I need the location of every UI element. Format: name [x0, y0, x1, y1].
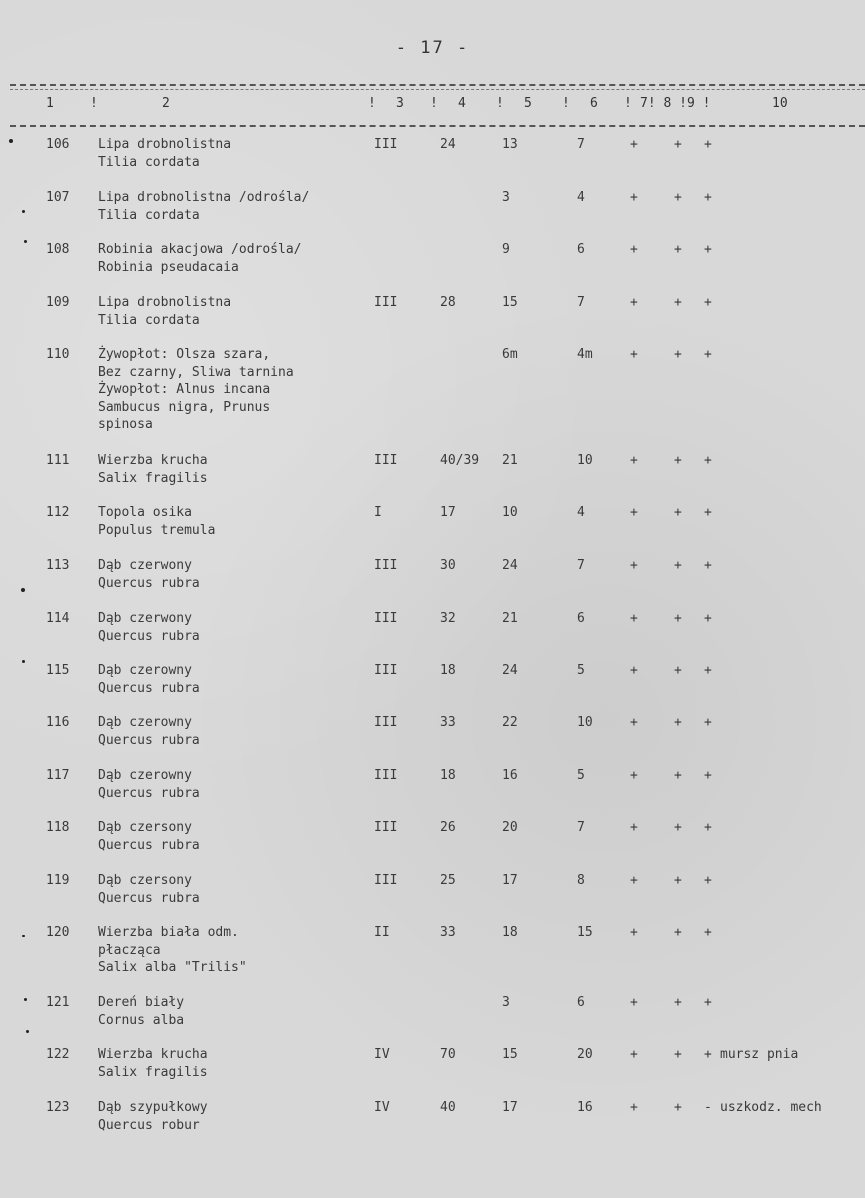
species-name-line: Quercus rubra [98, 732, 200, 748]
header-col-2: 2 [162, 96, 170, 111]
cell-col-6: 4m [577, 347, 593, 362]
cell-col-5: 21 [502, 611, 518, 626]
cell-col-9: - [704, 1100, 712, 1115]
species-name-line: Dąb czersony [98, 820, 192, 835]
species-name-line: Quercus rubra [98, 628, 200, 644]
cell-col-5: 20 [502, 820, 518, 835]
cell-col-5: 10 [502, 505, 518, 520]
species-name-line: Quercus rubra [98, 785, 200, 801]
cell-col-4: 33 [440, 715, 456, 730]
cell-col-5: 17 [502, 873, 518, 888]
species-name-line: Tilia cordata [98, 312, 200, 328]
species-name-line: Robinia pseudacaia [98, 259, 239, 275]
cell-col-7: + [630, 137, 638, 152]
margin-mark [24, 998, 27, 1001]
cell-col-8: + [674, 663, 682, 678]
row-number: 121 [46, 995, 70, 1010]
cell-col-7: + [630, 715, 638, 730]
cell-species-name [98, 767, 398, 802]
cell-col-9: + [704, 1047, 712, 1062]
header-sep: ! [430, 96, 438, 111]
cell-col-5: 15 [502, 1047, 518, 1062]
species-name-line: Sambucus nigra, Prunus [98, 399, 271, 415]
species-name-line: Salix fragilis [98, 1064, 208, 1080]
cell-col-5: 24 [502, 663, 518, 678]
cell-species-name [98, 924, 398, 977]
species-name-line: Dąb czerowny [98, 663, 192, 678]
species-name-line: Quercus rubra [98, 890, 200, 906]
cell-col-7: + [630, 505, 638, 520]
cell-col-6: 8 [577, 873, 585, 888]
cell-col-8: + [674, 505, 682, 520]
margin-mark [9, 139, 13, 143]
cell-col-8: + [674, 1047, 682, 1062]
cell-col-6: 15 [577, 925, 593, 940]
cell-class: III [374, 820, 398, 835]
cell-species-name [98, 557, 398, 592]
cell-col-8: + [674, 453, 682, 468]
cell-col-6: 10 [577, 715, 593, 730]
cell-col-6: 6 [577, 611, 585, 626]
cell-col-6: 5 [577, 768, 585, 783]
species-name-line: Tilia cordata [98, 207, 200, 223]
cell-col-7: + [630, 558, 638, 573]
cell-col-9: + [704, 558, 712, 573]
species-name-line: Quercus rubra [98, 680, 200, 696]
cell-species-name [98, 504, 398, 539]
cell-col-7: + [630, 663, 638, 678]
cell-col-7: + [630, 768, 638, 783]
cell-species-name [98, 136, 398, 171]
cell-col-8: + [674, 558, 682, 573]
cell-col-9: + [704, 768, 712, 783]
cell-col-9: + [704, 505, 712, 520]
cell-col-6: 6 [577, 995, 585, 1010]
cell-col-8: + [674, 137, 682, 152]
cell-col-8: + [674, 768, 682, 783]
cell-species-name [98, 662, 398, 697]
cell-class: III [374, 137, 398, 152]
row-number: 122 [46, 1047, 70, 1062]
species-name-line: Dąb czersony [98, 873, 192, 888]
row-number: 117 [46, 768, 70, 783]
species-name-line: Salix fragilis [98, 470, 208, 486]
cell-col-6: 7 [577, 558, 585, 573]
species-name-line: Bez czarny, Sliwa tarnina [98, 364, 294, 380]
species-name-line: Quercus robur [98, 1117, 200, 1133]
header-rule-bottom [10, 125, 865, 127]
row-number: 112 [46, 505, 70, 520]
species-name-line: Robinia akacjowa /odrośla/ [98, 242, 302, 257]
cell-col-4: 18 [440, 663, 456, 678]
cell-class: IV [374, 1047, 390, 1062]
cell-col-8: + [674, 190, 682, 205]
cell-col-8: + [674, 715, 682, 730]
cell-species-name [98, 452, 398, 487]
header-col-6: 6 [590, 96, 598, 111]
species-name-line: Dąb czerowny [98, 715, 192, 730]
species-name-line: Dąb czerwony [98, 611, 192, 626]
header-col-3: 3 [396, 96, 404, 111]
cell-col-4: 40/39 [440, 453, 480, 468]
cell-col-5: 9 [502, 242, 510, 257]
header-rule-top-2 [10, 89, 865, 90]
header-rule-top [10, 84, 865, 86]
cell-note: uszkodz. mech [720, 1100, 822, 1115]
cell-col-4: 70 [440, 1047, 456, 1062]
margin-mark [26, 1030, 29, 1033]
row-number: 111 [46, 453, 70, 468]
species-name-line: Dereń biały [98, 995, 185, 1010]
species-name-line: Żywopłot: Olsza szara, [98, 347, 271, 362]
cell-col-9: + [704, 190, 712, 205]
cell-col-4: 28 [440, 295, 456, 310]
cell-col-8: + [674, 347, 682, 362]
cell-col-5: 15 [502, 295, 518, 310]
margin-mark [21, 588, 25, 592]
cell-species-name [98, 994, 398, 1029]
cell-class: III [374, 295, 398, 310]
cell-col-8: + [674, 820, 682, 835]
cell-col-7: + [630, 242, 638, 257]
cell-col-7: + [630, 873, 638, 888]
cell-col-9: + [704, 995, 712, 1010]
cell-col-4: 33 [440, 925, 456, 940]
cell-class: III [374, 873, 398, 888]
cell-col-8: + [674, 611, 682, 626]
header-col-10: 10 [772, 96, 788, 111]
cell-col-7: + [630, 347, 638, 362]
cell-col-4: 17 [440, 505, 456, 520]
cell-species-name [98, 346, 398, 434]
species-name-line: Żywopłot: Alnus incana [98, 382, 271, 397]
species-name-line: Quercus rubra [98, 837, 200, 853]
margin-mark [22, 210, 25, 213]
cell-species-name [98, 241, 398, 276]
cell-col-5: 17 [502, 1100, 518, 1115]
cell-species-name [98, 872, 398, 907]
cell-class: IV [374, 1100, 390, 1115]
cell-col-8: + [674, 1100, 682, 1115]
cell-col-5: 18 [502, 925, 518, 940]
cell-col-5: 24 [502, 558, 518, 573]
cell-col-9: + [704, 663, 712, 678]
cell-col-5: 22 [502, 715, 518, 730]
species-name-line: Tilia cordata [98, 154, 200, 170]
cell-col-6: 10 [577, 453, 593, 468]
row-number: 119 [46, 873, 70, 888]
species-name-line: Wierzba krucha [98, 453, 208, 468]
cell-species-name [98, 610, 398, 645]
cell-col-8: + [674, 295, 682, 310]
cell-col-5: 3 [502, 190, 510, 205]
cell-species-name [98, 189, 398, 224]
species-name-line: Lipa drobnolistna [98, 295, 232, 310]
cell-class: III [374, 611, 398, 626]
cell-class: II [374, 925, 390, 940]
cell-col-6: 5 [577, 663, 585, 678]
cell-col-6: 6 [577, 242, 585, 257]
cell-class: III [374, 453, 398, 468]
cell-col-4: 26 [440, 820, 456, 835]
cell-col-7: + [630, 295, 638, 310]
species-name-line: Lipa drobnolistna /odrośla/ [98, 190, 310, 205]
cell-col-6: 7 [577, 295, 585, 310]
row-number: 109 [46, 295, 70, 310]
header-col-1: 1 [46, 96, 54, 111]
header-col-5: 5 [524, 96, 532, 111]
cell-species-name [98, 1099, 398, 1134]
cell-col-6: 7 [577, 137, 585, 152]
species-name-line: Quercus rubra [98, 575, 200, 591]
cell-col-5: 13 [502, 137, 518, 152]
cell-col-7: + [630, 1100, 638, 1115]
cell-col-9: + [704, 820, 712, 835]
cell-col-7: + [630, 611, 638, 626]
header-sep: ! [496, 96, 504, 111]
cell-col-8: + [674, 873, 682, 888]
cell-class: I [374, 505, 382, 520]
row-number: 113 [46, 558, 70, 573]
cell-col-7: + [630, 453, 638, 468]
cell-col-4: 18 [440, 768, 456, 783]
cell-col-6: 4 [577, 190, 585, 205]
row-number: 116 [46, 715, 70, 730]
margin-mark [24, 240, 27, 243]
cell-col-5: 6m [502, 347, 518, 362]
header-sep: ! [562, 96, 570, 111]
header-col-7-9: 7! 8 !9 ! [640, 96, 711, 111]
header-sep: ! [624, 96, 632, 111]
cell-class: III [374, 715, 398, 730]
cell-col-7: + [630, 820, 638, 835]
species-name-line: Populus tremula [98, 522, 216, 538]
row-number: 106 [46, 137, 70, 152]
cell-col-9: + [704, 925, 712, 940]
cell-col-6: 4 [577, 505, 585, 520]
row-number: 107 [46, 190, 70, 205]
header-col-4: 4 [458, 96, 466, 111]
row-number: 108 [46, 242, 70, 257]
species-name-line: Wierzba krucha [98, 1047, 208, 1062]
species-name-line: Topola osika [98, 505, 192, 520]
species-name-line: Dąb czerowny [98, 768, 192, 783]
cell-col-9: + [704, 295, 712, 310]
cell-species-name [98, 819, 398, 854]
species-name-line: płacząca [98, 942, 161, 958]
cell-col-5: 16 [502, 768, 518, 783]
cell-col-7: + [630, 190, 638, 205]
species-name-line: Wierzba biała odm. [98, 925, 239, 940]
cell-species-name [98, 714, 398, 749]
cell-col-9: + [704, 137, 712, 152]
cell-col-9: + [704, 453, 712, 468]
cell-col-6: 7 [577, 820, 585, 835]
cell-col-8: + [674, 925, 682, 940]
cell-col-7: + [630, 995, 638, 1010]
species-name-line: Cornus alba [98, 1012, 185, 1028]
cell-col-9: + [704, 611, 712, 626]
cell-col-8: + [674, 242, 682, 257]
cell-class: III [374, 768, 398, 783]
cell-col-5: 3 [502, 995, 510, 1010]
row-number: 123 [46, 1100, 70, 1115]
cell-col-9: + [704, 242, 712, 257]
cell-col-4: 32 [440, 611, 456, 626]
cell-species-name [98, 294, 398, 329]
row-number: 114 [46, 611, 70, 626]
cell-col-7: + [630, 1047, 638, 1062]
row-number: 120 [46, 925, 70, 940]
species-name-line: Dąb szypułkowy [98, 1100, 208, 1115]
cell-col-5: 21 [502, 453, 518, 468]
row-number: 110 [46, 347, 70, 362]
species-name-line: Dąb czerwony [98, 558, 192, 573]
cell-col-8: + [674, 995, 682, 1010]
species-name-line: spinosa [98, 417, 153, 432]
cell-col-7: + [630, 925, 638, 940]
species-name-line: Salix alba "Trilis" [98, 960, 247, 975]
cell-col-9: + [704, 873, 712, 888]
header-sep: ! [90, 96, 98, 111]
species-name-line: Lipa drobnolistna [98, 137, 232, 152]
cell-col-4: 30 [440, 558, 456, 573]
row-number: 115 [46, 663, 70, 678]
cell-col-9: + [704, 715, 712, 730]
margin-mark [22, 935, 25, 937]
cell-col-4: 24 [440, 137, 456, 152]
page-number: - 17 - [395, 38, 470, 58]
cell-col-6: 20 [577, 1047, 593, 1062]
row-number: 118 [46, 820, 70, 835]
margin-mark [22, 660, 25, 663]
header-sep: ! [368, 96, 376, 111]
cell-class: III [374, 558, 398, 573]
cell-species-name [98, 1046, 398, 1081]
cell-col-9: + [704, 347, 712, 362]
cell-col-4: 40 [440, 1100, 456, 1115]
cell-col-4: 25 [440, 873, 456, 888]
cell-note: mursz pnia [720, 1047, 799, 1062]
cell-col-6: 16 [577, 1100, 593, 1115]
cell-class: III [374, 663, 398, 678]
